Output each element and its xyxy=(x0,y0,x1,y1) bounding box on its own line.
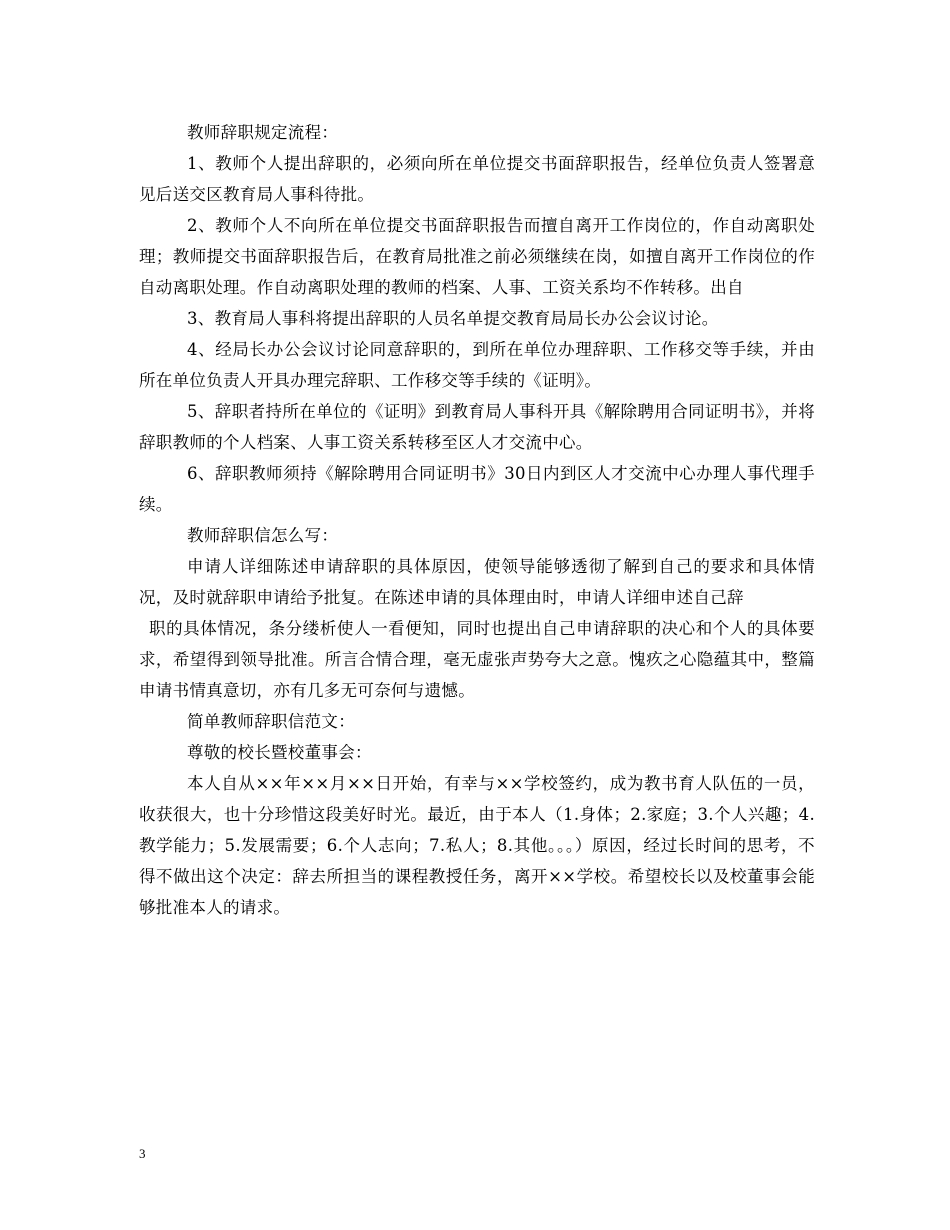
section-heading-how-to-write: 教师辞职信怎么写： xyxy=(187,526,339,545)
paragraph-how-to-write: 申请人详细陈述申请辞职的具体原因，使领导能够透彻了解到自己的要求和具体情况，及时就辞职申请给予批复。在陈述申请的具体理由时，申请人详细申述自己辞 xyxy=(139,557,815,607)
page-number: 3 xyxy=(139,1146,146,1161)
paragraph-step-2: 2、教师个人不向所在单位提交书面辞职报告而擅自离开工作岗位的，作自动离职处理；教师提交书面辞职报告后，在教育局批准之前必须继续在岗，如擅自离开工作岗位的作自动离职处理。作自动离职处理的教师的档案、人事、工资关系均不作转移。出自 xyxy=(139,216,815,297)
document-body xyxy=(139,117,815,923)
paragraph-step-1: 1、教师个人提出辞职的，必须向所在单位提交书面辞职报告，经单位负责人签署意见后送交区教育局人事科待批。 xyxy=(139,154,815,204)
letter-salutation: 尊敬的校长暨校董事会： xyxy=(187,743,372,762)
section-heading-sample-letter: 简单教师辞职信范文： xyxy=(187,712,355,731)
section-heading-resignation-process: 教师辞职规定流程： xyxy=(187,123,339,142)
paragraph-step-3: 3、教育局人事科将提出辞职的人员名单提交教育局局长办公会议讨论。 xyxy=(187,309,719,328)
letter-body: 本人自从××年××月××日开始，有幸与××学校签约，成为教书育人队伍的一员，收获很大，也十分珍惜这段美好时光。最近，由于本人（1.身体；2.家庭；3.个人兴趣；4.教学能力；5.发展需要；6.个人志向；7.私人；8.其他。。。）原因，经过长时间的思考，不得不做出这个决定：辞去所担当的课程教授任务，离开××学校。希望校长以及校董事会能够批准本人的请求。 xyxy=(139,774,815,917)
paragraph-step-6: 6、辞职教师须持《解除聘用合同证明书》30日内到区人才交流中心办理人事代理手续。 xyxy=(139,464,815,514)
paragraph-how-to-write-continued: 职的具体情况，条分缕析使人一看便知，同时也提出自己申请辞职的决心和个人的具体要求，希望得到领导批准。所言合情合理，毫无虚张声势夸大之意。愧疚之心隐蕴其中，整篇申请书情真意切，亦有几多无可奈何与遗憾。 xyxy=(139,619,815,700)
paragraph-step-5: 5、辞职者持所在单位的《证明》到教育局人事科开具《解除聘用合同证明书》，并将辞职教师的个人档案、人事工资关系转移至区人才交流中心。 xyxy=(139,402,815,452)
paragraph-step-4: 4、经局长办公会议讨论同意辞职的，到所在单位办理辞职、工作移交等手续，并由所在单位负责人开具办理完辞职、工作移交等手续的《证明》。 xyxy=(139,340,815,390)
